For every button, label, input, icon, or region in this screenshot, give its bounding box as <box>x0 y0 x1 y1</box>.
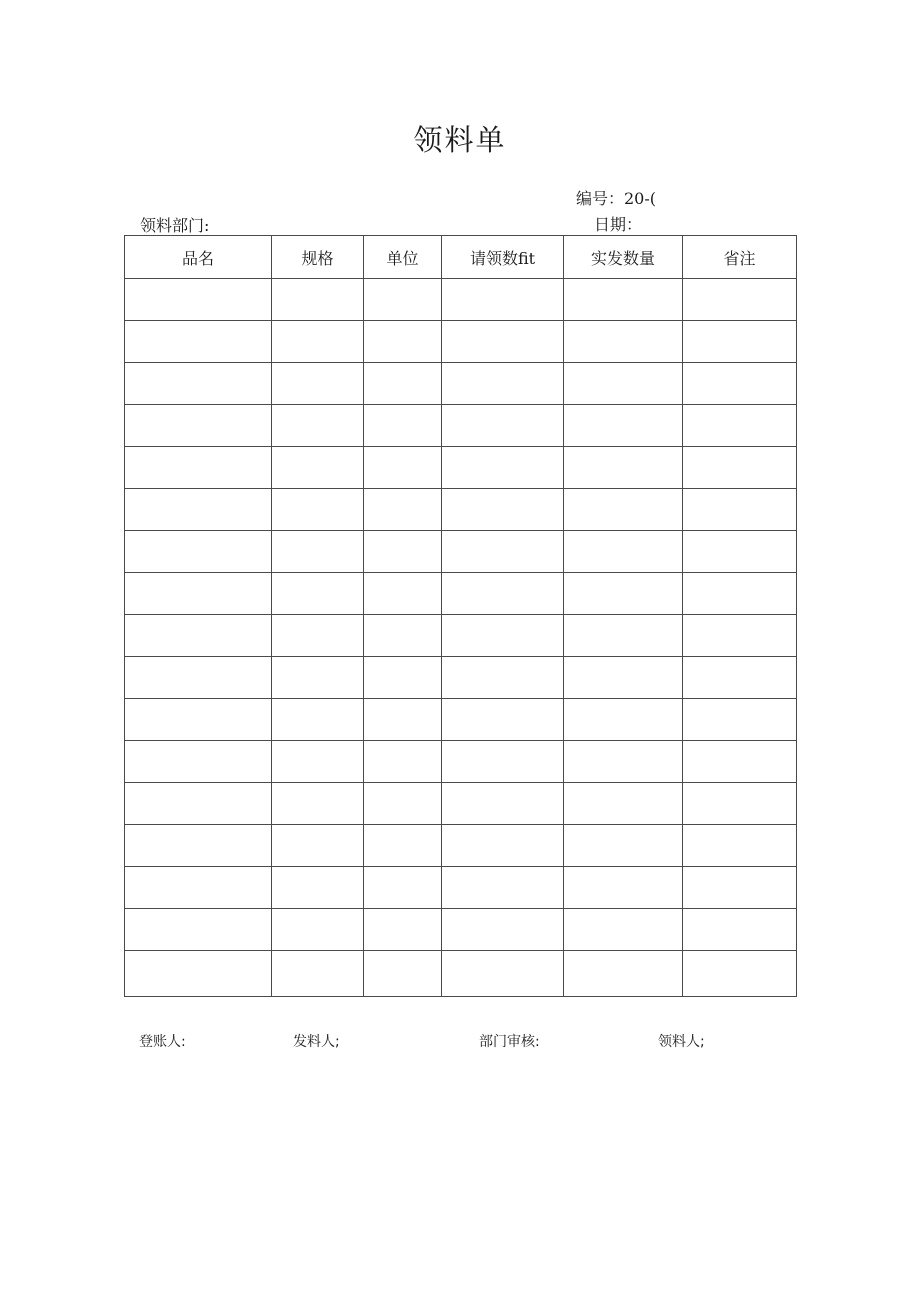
table-cell[interactable] <box>272 699 364 741</box>
table-cell[interactable] <box>442 405 564 447</box>
table-cell[interactable] <box>125 951 272 997</box>
issuer-label: 发料人; <box>293 1034 340 1050</box>
table-cell[interactable] <box>683 825 797 867</box>
column-header-remarks: 省注 <box>683 236 797 279</box>
table-cell[interactable] <box>364 321 442 363</box>
table-cell[interactable] <box>364 405 442 447</box>
table-cell[interactable] <box>564 321 683 363</box>
department-field-label: 领料部门: <box>140 216 210 235</box>
table-row <box>125 951 797 997</box>
table-cell[interactable] <box>564 909 683 951</box>
table-cell[interactable] <box>442 657 564 699</box>
table-cell[interactable] <box>683 573 797 615</box>
table-row <box>125 321 797 363</box>
table-cell[interactable] <box>125 699 272 741</box>
table-cell[interactable] <box>272 951 364 997</box>
table-cell[interactable] <box>564 405 683 447</box>
table-cell[interactable] <box>125 909 272 951</box>
table-cell[interactable] <box>683 657 797 699</box>
table-cell[interactable] <box>272 825 364 867</box>
table-row <box>125 909 797 951</box>
table-cell[interactable] <box>125 657 272 699</box>
table-cell[interactable] <box>364 489 442 531</box>
receiver-label: 领料人; <box>658 1034 705 1050</box>
table-cell[interactable] <box>364 573 442 615</box>
table-cell[interactable] <box>125 279 272 321</box>
table-cell[interactable] <box>364 825 442 867</box>
table-cell[interactable] <box>364 363 442 405</box>
table-row <box>125 573 797 615</box>
table-cell[interactable] <box>683 531 797 573</box>
table-cell[interactable] <box>272 405 364 447</box>
table-cell[interactable] <box>364 657 442 699</box>
table-row <box>125 699 797 741</box>
table-cell[interactable] <box>442 867 564 909</box>
number-field-label: 编号：20-( <box>576 189 657 208</box>
table-cell[interactable] <box>564 363 683 405</box>
table-cell[interactable] <box>125 867 272 909</box>
table-cell[interactable] <box>683 279 797 321</box>
table-cell[interactable] <box>564 573 683 615</box>
table-cell[interactable] <box>272 783 364 825</box>
table-cell[interactable] <box>272 321 364 363</box>
column-header-requested-qty: 请领数fit <box>442 236 564 279</box>
table-row <box>125 783 797 825</box>
table-row <box>125 657 797 699</box>
table-cell[interactable] <box>683 783 797 825</box>
table-cell[interactable] <box>364 783 442 825</box>
table-cell[interactable] <box>272 531 364 573</box>
table-cell[interactable] <box>683 615 797 657</box>
table-cell[interactable] <box>442 825 564 867</box>
table-cell[interactable] <box>442 321 564 363</box>
table-cell[interactable] <box>364 909 442 951</box>
table-cell[interactable] <box>125 615 272 657</box>
table-row <box>125 741 797 783</box>
table-cell[interactable] <box>442 363 564 405</box>
table-cell[interactable] <box>564 279 683 321</box>
table-cell[interactable] <box>125 783 272 825</box>
table-cell[interactable] <box>272 909 364 951</box>
requisition-table <box>124 235 797 997</box>
table-cell[interactable] <box>683 405 797 447</box>
table-cell[interactable] <box>272 363 364 405</box>
document-title: 领料单 <box>413 123 507 157</box>
table-cell[interactable] <box>564 615 683 657</box>
table-cell[interactable] <box>564 867 683 909</box>
table-cell[interactable] <box>683 447 797 489</box>
table-cell[interactable] <box>125 447 272 489</box>
table-cell[interactable] <box>442 741 564 783</box>
table-cell[interactable] <box>364 279 442 321</box>
table-cell[interactable] <box>125 489 272 531</box>
table-cell[interactable] <box>564 531 683 573</box>
table-cell[interactable] <box>564 699 683 741</box>
table-cell[interactable] <box>272 657 364 699</box>
table-cell[interactable] <box>364 531 442 573</box>
table-cell[interactable] <box>683 363 797 405</box>
table-cell[interactable] <box>683 909 797 951</box>
table-row <box>125 615 797 657</box>
table-cell[interactable] <box>442 909 564 951</box>
table-cell[interactable] <box>442 951 564 997</box>
table-cell[interactable] <box>125 825 272 867</box>
table-body <box>125 279 797 997</box>
table-cell[interactable] <box>125 321 272 363</box>
table-cell[interactable] <box>272 489 364 531</box>
column-header-item-name: 品名 <box>125 236 272 279</box>
table-cell[interactable] <box>683 951 797 997</box>
table-cell[interactable] <box>125 573 272 615</box>
table-cell[interactable] <box>125 531 272 573</box>
date-field-label: 日期： <box>594 215 643 234</box>
table-cell[interactable] <box>683 699 797 741</box>
table-cell[interactable] <box>272 447 364 489</box>
table-cell[interactable] <box>364 699 442 741</box>
table-cell[interactable] <box>442 783 564 825</box>
table-cell[interactable] <box>442 699 564 741</box>
table-cell[interactable] <box>442 531 564 573</box>
table-cell[interactable] <box>564 951 683 997</box>
table-row <box>125 279 797 321</box>
table-cell[interactable] <box>564 741 683 783</box>
table-cell[interactable] <box>442 615 564 657</box>
table-cell[interactable] <box>272 615 364 657</box>
table-cell[interactable] <box>272 741 364 783</box>
table-cell[interactable] <box>442 279 564 321</box>
table-cell[interactable] <box>442 489 564 531</box>
table-cell[interactable] <box>564 447 683 489</box>
table-cell[interactable] <box>564 489 683 531</box>
table-row <box>125 363 797 405</box>
table-row <box>125 489 797 531</box>
table-cell[interactable] <box>564 783 683 825</box>
table-row <box>125 867 797 909</box>
table-cell[interactable] <box>364 867 442 909</box>
table-cell[interactable] <box>364 447 442 489</box>
table-cell[interactable] <box>442 447 564 489</box>
table-row <box>125 405 797 447</box>
bookkeeper-label: 登账人: <box>139 1034 186 1050</box>
table-cell[interactable] <box>683 867 797 909</box>
table-row <box>125 531 797 573</box>
table-cell[interactable] <box>364 951 442 997</box>
table-cell[interactable] <box>125 741 272 783</box>
table-cell[interactable] <box>125 363 272 405</box>
table-row <box>125 825 797 867</box>
table-cell[interactable] <box>442 573 564 615</box>
table-header-row <box>125 236 797 279</box>
column-header-unit: 单位 <box>364 236 442 279</box>
column-header-spec: 规格 <box>272 236 364 279</box>
table-cell[interactable] <box>364 741 442 783</box>
dept-review-label: 部门审核: <box>479 1034 540 1050</box>
table-cell[interactable] <box>272 573 364 615</box>
table-cell[interactable] <box>564 825 683 867</box>
table-cell[interactable] <box>272 279 364 321</box>
table-row <box>125 447 797 489</box>
table-cell[interactable] <box>564 657 683 699</box>
table-cell[interactable] <box>272 867 364 909</box>
table-cell[interactable] <box>125 405 272 447</box>
table-cell[interactable] <box>683 321 797 363</box>
table-cell[interactable] <box>683 741 797 783</box>
table-cell[interactable] <box>364 615 442 657</box>
table-cell[interactable] <box>683 489 797 531</box>
column-header-issued-qty: 实发数量 <box>564 236 683 279</box>
